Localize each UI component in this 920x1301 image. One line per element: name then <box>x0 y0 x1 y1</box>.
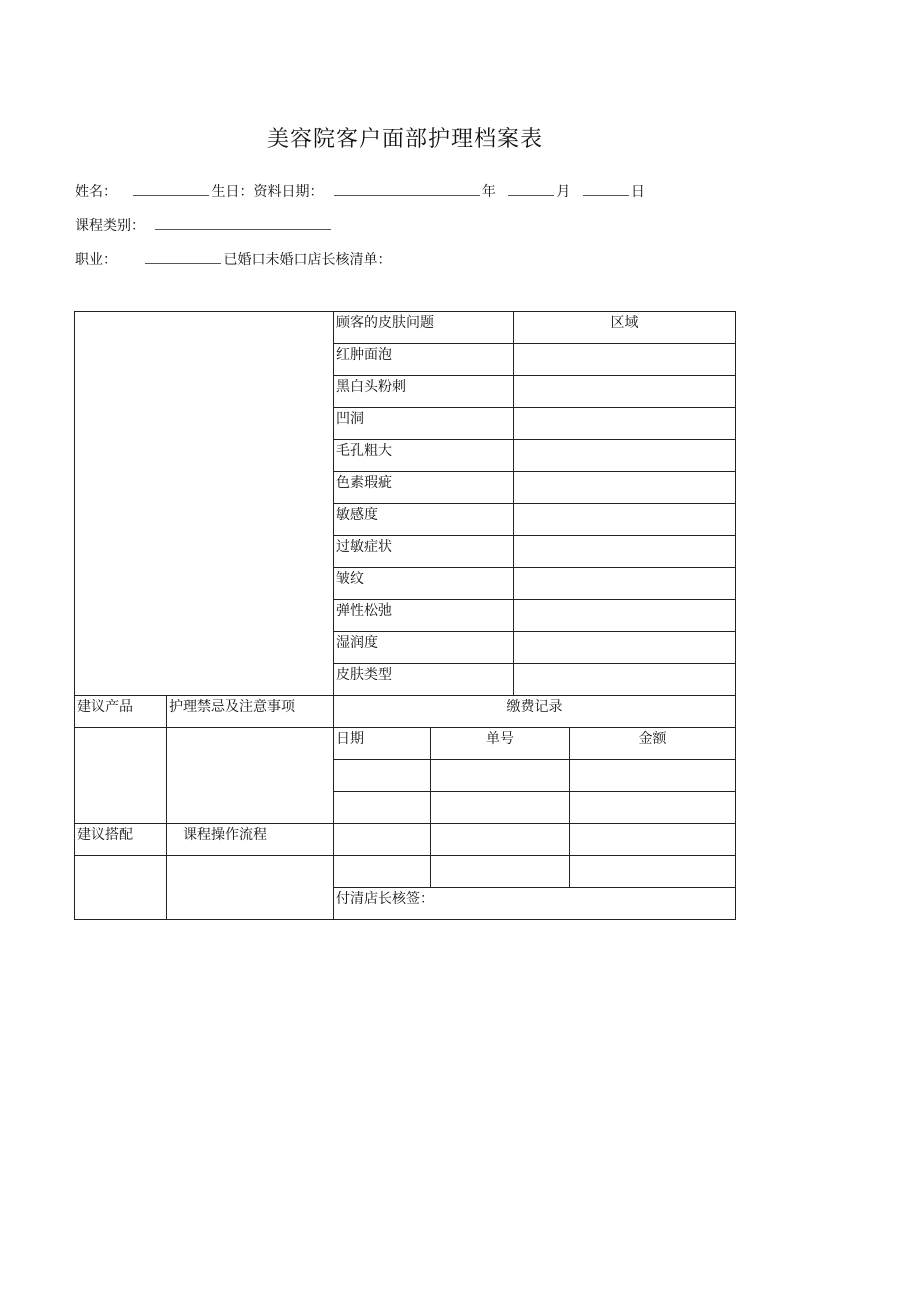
day-label: 日 <box>630 184 645 200</box>
header-line-1 <box>75 181 645 201</box>
course-field[interactable] <box>155 228 331 230</box>
header-line-2 <box>75 215 333 235</box>
area-cell[interactable] <box>514 664 736 696</box>
amount-header: 金额 <box>570 728 736 760</box>
payment-header: 缴费记录 <box>334 696 736 728</box>
birthday-label: 生日：资料日期： <box>211 184 324 200</box>
skin-issue-label: 黑白头粉刺 <box>334 376 514 408</box>
job-label: 职业： <box>75 252 117 268</box>
skin-issue-header: 顾客的皮肤问题 <box>334 312 514 344</box>
suggest-match-cell[interactable] <box>75 856 167 920</box>
area-cell[interactable] <box>514 632 736 664</box>
skin-issue-label: 湿润度 <box>334 632 514 664</box>
payment-date-cell[interactable] <box>334 792 431 824</box>
skin-issue-label: 红肿面泡 <box>334 344 514 376</box>
area-cell[interactable] <box>514 504 736 536</box>
area-cell[interactable] <box>514 600 736 632</box>
payment-number-cell[interactable] <box>431 824 570 856</box>
course-label: 课程类别： <box>75 218 145 234</box>
area-cell[interactable] <box>514 408 736 440</box>
skin-issue-label: 凹洞 <box>334 408 514 440</box>
skin-issue-label: 敏感度 <box>334 504 514 536</box>
payment-date-cell[interactable] <box>334 760 431 792</box>
suggest-match-label: 建议搭配 <box>75 824 167 856</box>
payment-amount-cell[interactable] <box>570 856 736 888</box>
area-header: 区域 <box>514 312 736 344</box>
care-notes-cell[interactable] <box>167 728 334 824</box>
skin-issue-label: 皮肤类型 <box>334 664 514 696</box>
name-field[interactable] <box>133 194 209 196</box>
month-label: 月 <box>556 184 571 200</box>
area-cell[interactable] <box>514 472 736 504</box>
paid-sign-cell[interactable]: 付清店长核签： <box>334 888 736 920</box>
skin-issue-label: 过敏症状 <box>334 536 514 568</box>
skin-issue-label: 毛孔粗大 <box>334 440 514 472</box>
page-title: 美容院客户面部护理档案表 <box>266 127 543 152</box>
payment-number-cell[interactable] <box>431 856 570 888</box>
date-month-field[interactable] <box>508 194 554 196</box>
payment-amount-cell[interactable] <box>570 760 736 792</box>
care-notes-label: 护理禁忌及注意事项 <box>167 696 334 728</box>
face-diagram-area <box>75 312 334 696</box>
area-cell[interactable] <box>514 536 736 568</box>
payment-amount-cell[interactable] <box>570 792 736 824</box>
suggest-product-cell[interactable] <box>75 728 167 824</box>
payment-date-cell[interactable] <box>334 824 431 856</box>
name-label: 姓名： <box>75 184 117 200</box>
job-field[interactable] <box>145 262 221 264</box>
payment-date-cell[interactable] <box>334 856 431 888</box>
skin-issue-label: 色素瑕疵 <box>334 472 514 504</box>
skin-issue-label: 皱纹 <box>334 568 514 600</box>
area-cell[interactable] <box>514 568 736 600</box>
course-flow-cell[interactable] <box>167 856 334 920</box>
area-cell[interactable] <box>514 376 736 408</box>
area-cell[interactable] <box>514 440 736 472</box>
year-label: 年 <box>481 184 496 200</box>
care-record-table <box>74 311 736 920</box>
date-header: 日期 <box>334 728 431 760</box>
payment-amount-cell[interactable] <box>570 824 736 856</box>
area-cell[interactable] <box>514 344 736 376</box>
course-flow-label: 课程操作流程 <box>167 824 334 856</box>
payment-number-cell[interactable] <box>431 760 570 792</box>
suggest-product-label: 建议产品 <box>75 696 167 728</box>
payment-number-cell[interactable] <box>431 792 570 824</box>
header-line-3 <box>75 249 391 269</box>
skin-issue-label: 弹性松弛 <box>334 600 514 632</box>
date-year-field[interactable] <box>334 194 480 196</box>
number-header: 单号 <box>431 728 570 760</box>
marital-text: 已婚口未婚口店长核清单： <box>223 252 392 268</box>
date-day-field[interactable] <box>583 194 629 196</box>
